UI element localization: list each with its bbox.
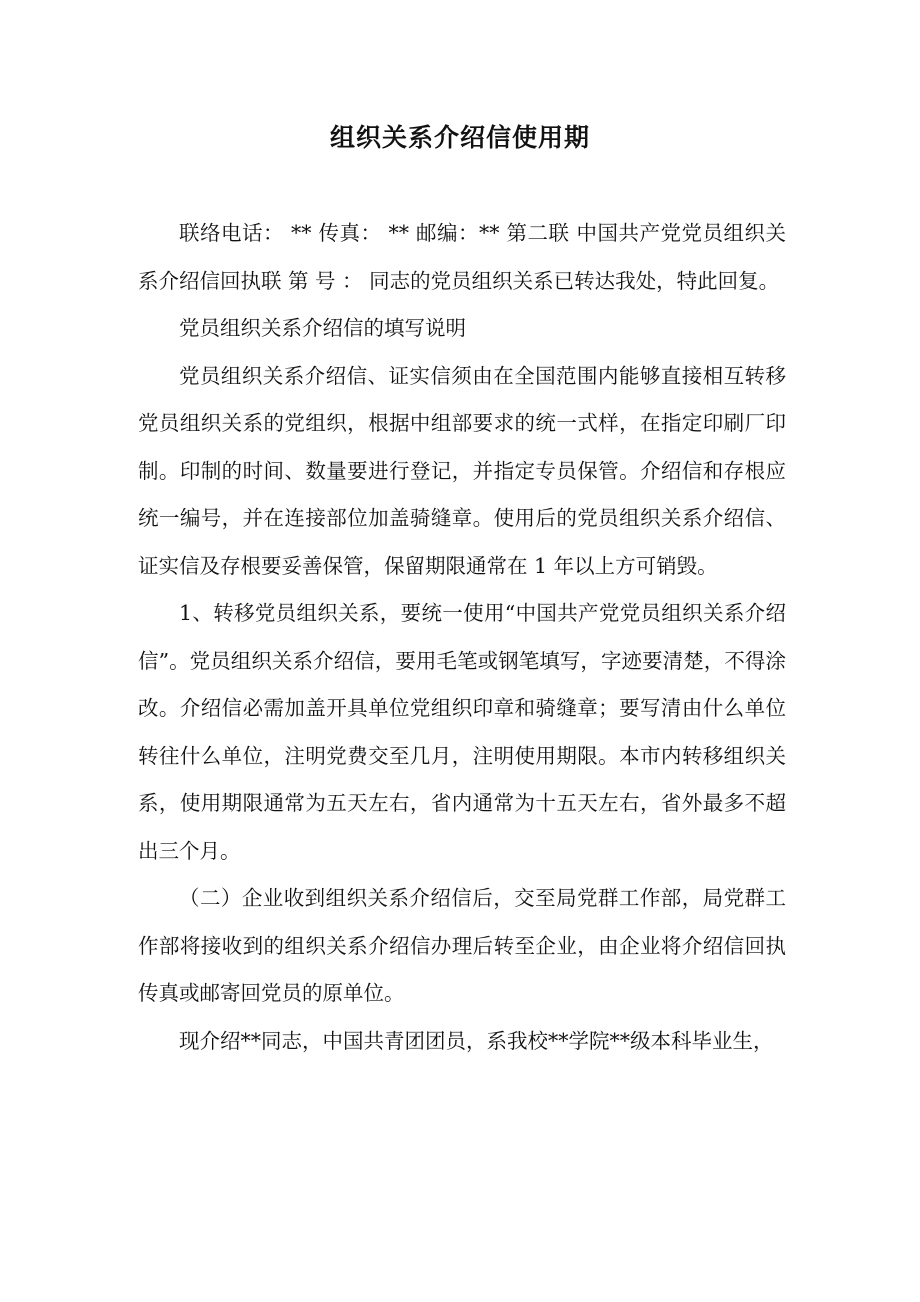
paragraph-transfer-rules: 1、转移党员组织关系，要统一使用“中国共产党党员组织关系介绍信”。党员组织关系介绍信，要用毛笔或钢笔填写，字迹要清楚，不得涂改。介绍信必需加盖开具单位党组织印章和骑缝章；要写清由什么单位转往什么单位，注明党费交至几月，注明使用期限。本市内转移组织关系，使用期限通常为五天左右，省内通常为十五天左右，省外最多不超出三个月。	[138, 601, 786, 863]
document-body	[138, 210, 786, 1065]
document-title: 组织关系介绍信使用期	[329, 123, 590, 152]
paragraph-enterprise-receipt: （二）企业收到组织关系介绍信后，交至局党群工作部，局党群工作部将接收到的组织关系介绍信办理后转至企业，由企业将介绍信回执传真或邮寄回党员的原单位。	[138, 886, 786, 1005]
paragraph-introduction: 现介绍**同志，中国共青团团员，系我校**学院**级本科毕业生，	[179, 1028, 774, 1053]
paragraph-filling-instructions-heading: 党员组织关系介绍信的填写说明	[179, 316, 466, 340]
paragraph-letter-printing-rules: 党员组织关系介绍信、证实信须由在全国范围内能够直接相互转移党员组织关系的党组织，根据中组部要求的统一式样，在指定印刷厂印制。印制的时间、数量要进行登记，并指定专员保管。介绍信和存根应统一编号，并在连接部位加盖骑缝章。使用后的党员组织关系介绍信、证实信及存根要妥善保管，保留期限通常在 1 年以上方可销毁。	[138, 363, 786, 578]
paragraph-contact-info: 联络电话： ** 传真： ** 邮编：** 第二联 中国共产党党员组织关系介绍信回执联 第 号 ： 同志的党员组织关系已转达我处，特此回复。	[138, 221, 786, 293]
